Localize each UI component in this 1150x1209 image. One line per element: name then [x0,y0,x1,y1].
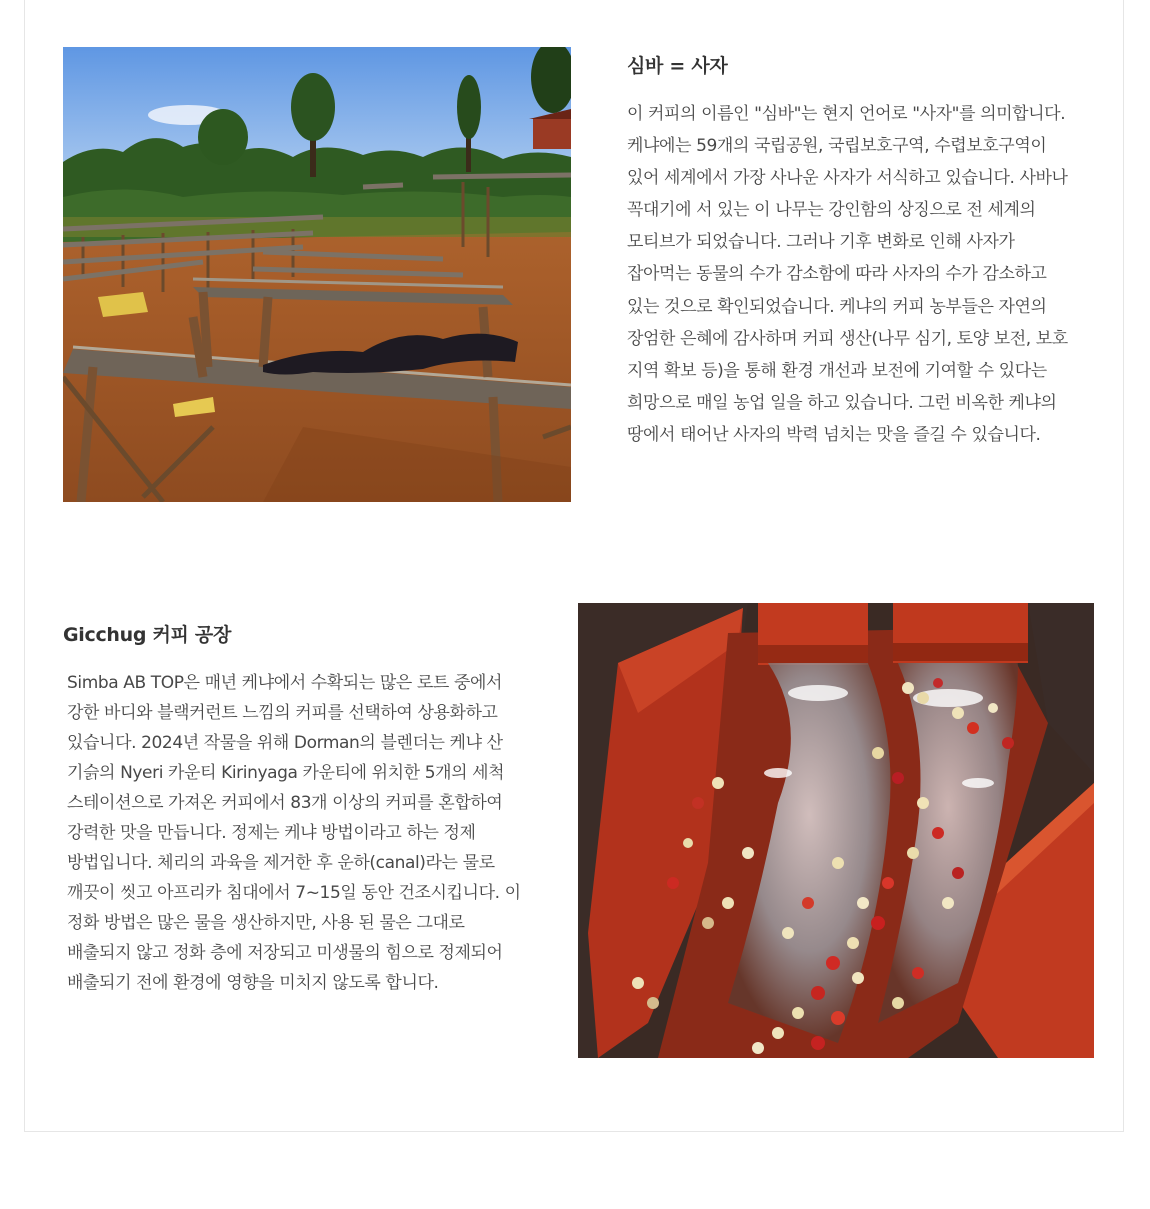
text-line: 땅에서 태어난 사자의 박력 넘치는 맛을 즐길 수 있습니다. [627,424,1041,445]
text-line: 배출되기 전에 환경에 영향을 미치지 않도록 합니다. [67,973,439,993]
text-line: Simba AB TOP은 매년 케냐에서 수확되는 많은 로트 중에서 [67,673,503,693]
text-line: 케냐에는 59개의 국립공원, 국립보호구역, 수렵보호구역이 [627,136,1047,157]
text-line: 강력한 맛을 만듭니다. 정제는 케냐 방법이라고 하는 정제 [67,823,476,843]
text-line: 있습니다. 2024년 작물을 위해 Dorman의 블렌더는 케냐 산 [67,733,503,753]
text-line: 지역 확보 등)을 통해 환경 개선과 보전에 기여할 수 있다는 [627,360,1047,381]
text-line: 잡아먹는 동물의 수가 감소함에 따라 사자의 수가 감소하고 [627,264,1047,285]
text-line: 배출되지 않고 정화 층에 저장되고 미생물의 힘으로 정제되어 [67,943,503,963]
text-line: 스테이션으로 가져온 커피에서 83개 이상의 커피를 혼합하여 [67,793,503,813]
text-line: 방법입니다. 체리의 과육을 제거한 후 운하(canal)라는 물로 [67,853,495,873]
text-line: 이 커피의 이름인 "심바"는 현지 언어로 "사자"를 의미합니다. [627,104,1066,124]
text-line: 정화 방법은 많은 물을 생산하지만, 사용 된 물은 그대로 [67,913,465,933]
simba-heading: 심바 = 사자 [627,55,728,77]
text-line: 있어 세계에서 가장 사나운 사자가 서식하고 있습니다. 사바나 [627,168,1068,189]
text-line: 장엄한 은혜에 감사하며 커피 생산(나무 심기, 토양 보전, 보호 [627,328,1068,349]
factory-heading: Gicchug 커피 공장 [63,624,232,646]
simba-description [627,98,1068,451]
text-line: 강한 바디와 블랙커런트 느낌의 커피를 선택하여 상용화하고 [67,703,498,723]
text-line: 기슭의 Nyeri 카운티 Kirinyaga 카운티에 위치한 5개의 세척 [67,763,505,783]
factory-description [67,668,521,998]
text-line: 희망으로 매일 농업 일을 하고 있습니다. 그런 비옥한 케냐의 [627,392,1057,413]
text-line: 꼭대기에 서 있는 이 나무는 강인함의 상징으로 전 세계의 [627,200,1036,221]
text-line: 모티브가 되었습니다. 그러나 기후 변화로 인해 사자가 [627,232,1015,253]
text-line: 있는 것으로 확인되었습니다. 케냐의 커피 농부들은 자연의 [627,296,1047,317]
washing-channel-photo [578,603,1094,1058]
drying-beds-photo [63,47,571,502]
text-line: 깨끗이 씻고 아프리카 침대에서 7~15일 동안 건조시킵니다. 이 [67,883,521,903]
